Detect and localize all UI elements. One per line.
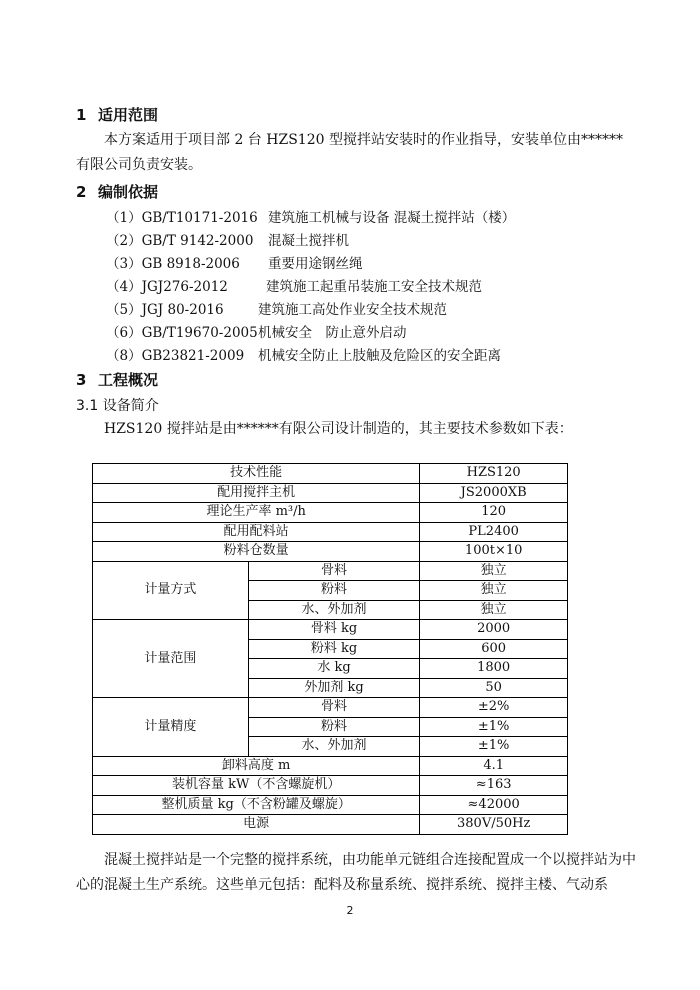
row-label: 卸料高度 m: [93, 756, 420, 776]
reference-code: （5）JGJ 80-2016: [106, 302, 224, 318]
row-label: 配用搅拌主机: [93, 483, 420, 503]
reference-code: （1）GB/T10171-2016: [106, 210, 258, 226]
sub-label: 粉料 kg: [248, 639, 420, 659]
row-value: ±2%: [420, 698, 568, 718]
row-value: 1800: [420, 659, 568, 679]
row-label: 粉料仓数量: [93, 542, 420, 562]
row-label: 电源: [93, 815, 420, 835]
table-row: [93, 698, 568, 718]
row-value: 独立: [420, 561, 568, 581]
row-value: ±1%: [420, 717, 568, 737]
table-row: [93, 503, 568, 523]
table-row: [93, 522, 568, 542]
row-label: 配用配料站: [93, 522, 420, 542]
section-1-heading: [76, 104, 158, 125]
row-value: 2000: [420, 620, 568, 640]
section-1-paragraph: [76, 128, 636, 178]
row-value: ≈163: [420, 776, 568, 796]
reference-title: 建筑施工起重吊装施工安全技术规范: [266, 279, 482, 295]
section-2-heading: [76, 181, 158, 202]
row-value: ±1%: [420, 737, 568, 757]
row-value: PL2400: [420, 522, 568, 542]
sub-label: 骨料: [248, 561, 420, 581]
row-value: 380V/50Hz: [420, 815, 568, 835]
subsection-heading: 3.1 设备简介: [76, 398, 159, 414]
table-row: [93, 561, 568, 581]
section-title: 工程概况: [98, 371, 159, 389]
section-title: 适用范围: [98, 106, 159, 124]
reference-code: （3）GB 8918-2006: [106, 256, 240, 272]
section-number: 3: [76, 371, 87, 389]
reference-code: （2）GB/T 9142-2000: [106, 233, 254, 249]
row-value: HZS120: [420, 464, 568, 484]
row-value: 600: [420, 639, 568, 659]
reference-code: （4）JGJ276-2012: [106, 279, 228, 295]
reference-title: 机械安全 防止意外启动: [258, 325, 407, 341]
row-label: 装机容量 kW（不含螺旋机）: [93, 776, 420, 796]
row-value: ≈42000: [420, 795, 568, 815]
section-number: 1: [76, 106, 87, 124]
table-row: [93, 464, 568, 484]
table-row: [93, 776, 568, 796]
table-row: [93, 483, 568, 503]
row-label: 技术性能: [93, 464, 420, 484]
sub-label: 骨料 kg: [248, 620, 420, 640]
section-title: 编制依据: [98, 183, 159, 201]
section-number: 2: [76, 183, 87, 201]
closing-paragraph: [76, 848, 636, 898]
row-value: 4.1: [420, 756, 568, 776]
row-value: 120: [420, 503, 568, 523]
group-label: 计量方式: [93, 561, 249, 620]
reference-code: （6）GB/T19670-2005: [106, 325, 258, 341]
row-value: 100t×10: [420, 542, 568, 562]
reference-title: 重要用途钢丝绳: [268, 256, 363, 272]
sub-label: 水、外加剂: [248, 600, 420, 620]
reference-title: 混凝土搅拌机: [268, 233, 349, 249]
reference-title: 建筑施工机械与设备 混凝土搅拌站（楼）: [268, 210, 516, 226]
row-value: 50: [420, 678, 568, 698]
table-intro: HZS120 搅拌站是由******有限公司设计制造的，其主要技术参数如下表：: [104, 421, 573, 437]
row-label: 理论生产率 m³/h: [93, 503, 420, 523]
paragraph-text: 本方案适用于项目部 2 台 HZS120 型搅拌站安装时的作业指导，安装单位由******有限公司负责安装。: [76, 132, 623, 173]
reference-title: 建筑施工高处作业安全技术规范: [258, 302, 447, 318]
page-number: 2: [346, 904, 354, 917]
sub-label: 骨料: [248, 698, 420, 718]
sub-label: 粉料: [248, 581, 420, 601]
row-value: JS2000XB: [420, 483, 568, 503]
reference-code: （8）GB23821-2009: [106, 348, 245, 364]
reference-title: 机械安全防止上肢触及危险区的安全距离: [258, 348, 501, 364]
row-value: 独立: [420, 581, 568, 601]
table-row: [93, 815, 568, 835]
group-label: 计量精度: [93, 698, 249, 757]
group-label: 计量范围: [93, 620, 249, 698]
sub-label: 外加剂 kg: [248, 678, 420, 698]
sub-label: 水、外加剂: [248, 737, 420, 757]
table-row: [93, 795, 568, 815]
row-label: 整机质量 kg（不含粉罐及螺旋）: [93, 795, 420, 815]
table-row: [93, 542, 568, 562]
paragraph-text: 混凝土搅拌站是一个完整的搅拌系统，由功能单元链组合连接配置成一个以搅拌站为中心的混凝土生产系统。这些单元包括：配料及称量系统、搅拌系统、搅拌主楼、气动系: [76, 852, 636, 893]
section-3-heading: [76, 369, 158, 390]
table-row: [93, 756, 568, 776]
row-value: 独立: [420, 600, 568, 620]
sub-label: 水 kg: [248, 659, 420, 679]
sub-label: 粉料: [248, 717, 420, 737]
spec-table: [92, 463, 568, 835]
table-row: [93, 620, 568, 640]
